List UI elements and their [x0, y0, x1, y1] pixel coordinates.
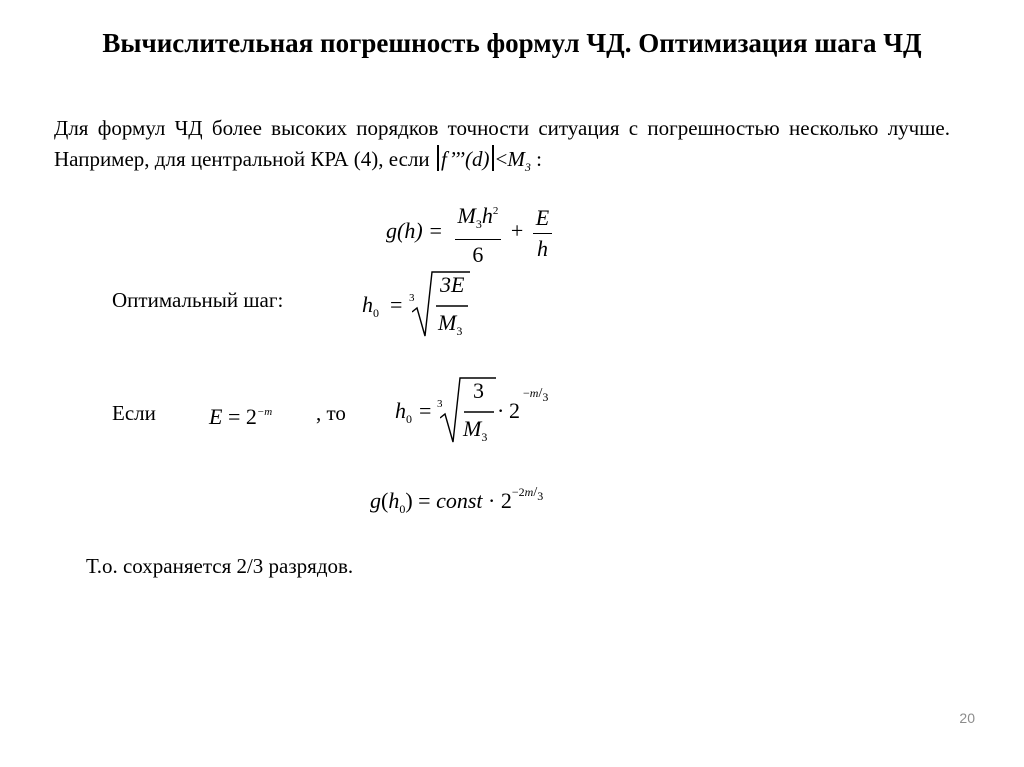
- e-lhs: E: [209, 404, 223, 429]
- fraction-h: h: [536, 235, 548, 261]
- formula-e-def: [209, 404, 272, 430]
- h0t-dot: ·: [497, 398, 505, 423]
- num-h-sup: 2: [492, 205, 499, 217]
- fraction-e: E: [533, 203, 552, 234]
- formula-h0: [362, 268, 472, 342]
- h0t-numerator: 3: [473, 378, 484, 403]
- condition-M-sub: 3: [524, 160, 531, 174]
- conclusion-text: Т.о. сохраняется 2/3 разрядов.: [86, 554, 354, 578]
- h0t-lhs: $h_0$: [395, 398, 412, 426]
- fraction-numerator: [455, 196, 502, 240]
- if-label: Если: [112, 401, 156, 425]
- condition-M: M: [507, 147, 525, 171]
- root-numerator: 3E: [440, 272, 465, 297]
- root-index: 3: [409, 292, 415, 304]
- gh0-sub: 0: [399, 502, 406, 516]
- num-M: M: [457, 203, 476, 228]
- abs-bar-left: [437, 145, 439, 171]
- optimal-step-label: Оптимальный шаг:: [112, 288, 284, 312]
- e-eq: =: [227, 404, 241, 429]
- h0-eq: =: [390, 292, 403, 317]
- root-denominator: $M_3$: [438, 310, 463, 338]
- formula-g-of-h: [386, 196, 552, 270]
- h0t-exponent: −m/3: [523, 386, 549, 404]
- gh0-const: const: [436, 488, 483, 513]
- num-M-sub: 3: [475, 217, 482, 231]
- formula-h0-then: [395, 374, 565, 448]
- h0t-root-index: 3: [437, 398, 443, 410]
- slide-title: Вычислительная погрешность формул ЧД. Оптимизация шага ЧД: [102, 28, 922, 58]
- condition-tail: :: [530, 147, 542, 171]
- num-h: h: [481, 203, 493, 228]
- gh0-exponent: −2m/3: [511, 485, 544, 503]
- plus-sign: +: [510, 218, 524, 244]
- gh0-h: h: [388, 488, 400, 513]
- e-exp: −m: [256, 406, 273, 418]
- abs-bar-right: [492, 145, 494, 171]
- then-label: , то: [316, 401, 346, 425]
- g-lhs: g(h) =: [386, 218, 443, 244]
- fraction-e-over-h: [533, 203, 552, 264]
- fraction-m3h2-over-6: [455, 196, 502, 270]
- h0t-denominator: $M_3$: [463, 416, 488, 444]
- e-base: 2: [245, 404, 257, 429]
- intro-text: Для формул ЧД более высоких порядков точности ситуация с погрешностью несколько лучше. Например, для центральной КРА (4), если: [54, 116, 950, 171]
- gh0-dot: ·: [488, 488, 496, 513]
- h0t-eq: =: [419, 398, 432, 423]
- h0t-base: 2: [509, 398, 520, 423]
- fraction-denominator: 6: [472, 242, 484, 267]
- condition-derivative: f’’’(d): [440, 147, 490, 171]
- gh0-eq: =: [418, 488, 431, 513]
- formula-g-h0: $g(h_0)$ = const · $2^{-2m/3}$: [370, 485, 544, 516]
- h0-lhs: $h_0$: [362, 292, 379, 320]
- gh0-g: g: [370, 488, 381, 513]
- intro-paragraph: [54, 113, 950, 183]
- condition-lt: <: [495, 147, 508, 171]
- gh0-base: 2: [500, 488, 512, 513]
- page-number: 20: [959, 710, 975, 726]
